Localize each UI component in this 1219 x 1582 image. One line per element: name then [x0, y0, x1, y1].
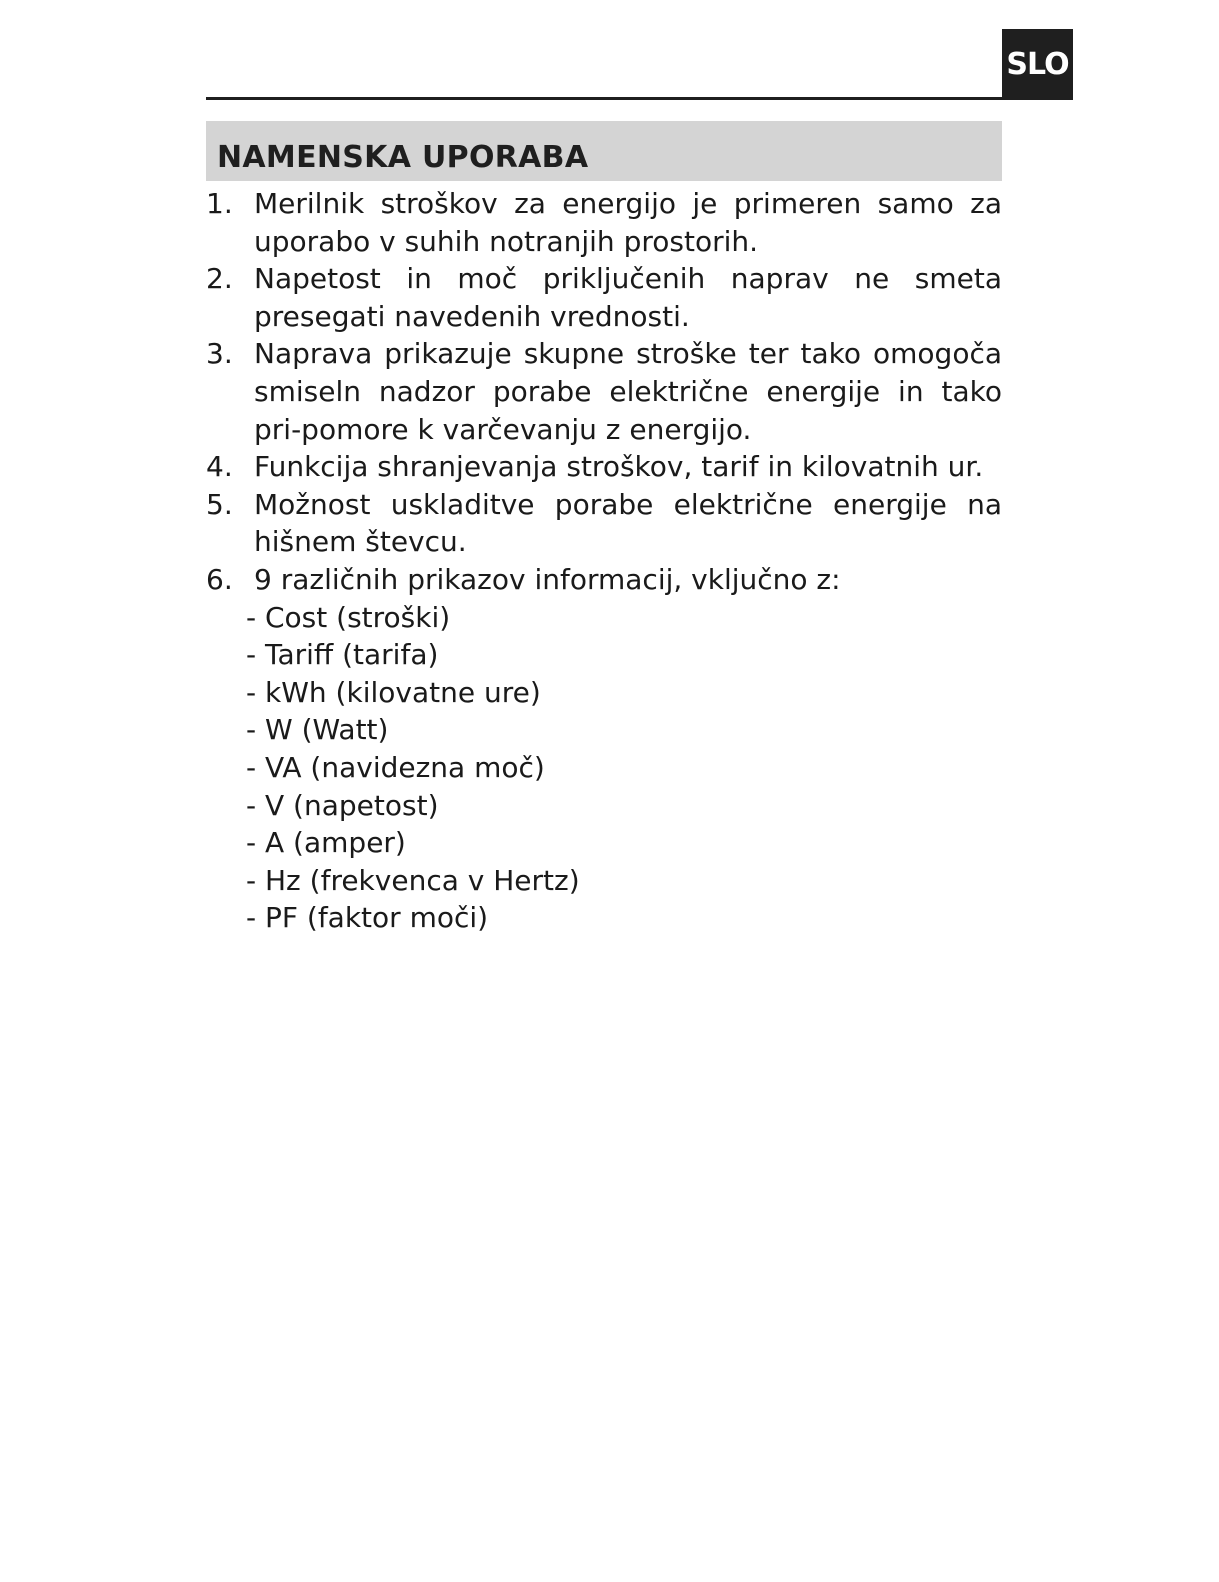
list-item-text: Možnost uskladitve porabe električne energije na hišnem števcu.	[254, 487, 1002, 559]
list-item	[206, 335, 1002, 448]
display-modes-sublist	[206, 599, 1002, 937]
sublist-item-cost: - Cost (stroški)	[246, 600, 451, 634]
list-item-number: 2.	[206, 262, 233, 296]
list-item-number: 6.	[206, 562, 233, 596]
list-item-number: 4.	[206, 450, 233, 484]
list-item	[206, 260, 1002, 335]
list-item-number: 3.	[206, 337, 233, 371]
list-item	[206, 561, 1002, 599]
list-item-text: Naprava prikazuje skupne stroške ter tako omogoča smiseln nadzor porabe električne energije in tako pri-pomore k varčevanju z energijo.	[254, 337, 1002, 446]
list-item-text: Merilnik stroškov za energijo je primeren samo za uporabo v suhih notranjih prostorih.	[254, 187, 1002, 258]
list-item-number: 5.	[206, 487, 233, 521]
list-item	[206, 486, 1002, 561]
header-rule	[206, 97, 1002, 100]
list-item	[206, 448, 1002, 486]
sublist-item-hertz: - Hz (frekvenca v Hertz)	[246, 863, 580, 897]
sublist-item-ampere: - A (amper)	[246, 826, 406, 860]
list-item-text: 9 različnih prikazov informacij, vključno z:	[254, 562, 841, 596]
section-heading: NAMENSKA UPORABA	[217, 140, 589, 175]
sublist-item-voltage: - V (napetost)	[246, 788, 439, 822]
intended-use-list	[206, 185, 1002, 937]
list-item-number: 1.	[206, 187, 233, 220]
section-heading-bar	[206, 121, 1002, 181]
sublist-item-va: - VA (navidezna moč)	[246, 750, 545, 784]
list-item	[206, 185, 1002, 260]
sublist-item-tariff: - Tariff (tarifa)	[246, 638, 439, 672]
list-item-text: Napetost in moč priključenih naprav ne smeta presegati navedenih vrednosti.	[254, 262, 1002, 333]
sublist-item-power-factor: - PF (faktor moči)	[246, 901, 489, 935]
list-item-text: Funkcija shranjevanja stroškov, tarif in kilovatnih ur.	[254, 450, 984, 484]
sublist-item-kwh: - kWh (kilovatne ure)	[246, 675, 541, 709]
language-tab: SLO	[1002, 29, 1073, 100]
sublist-item-watt: - W (Watt)	[246, 713, 389, 747]
